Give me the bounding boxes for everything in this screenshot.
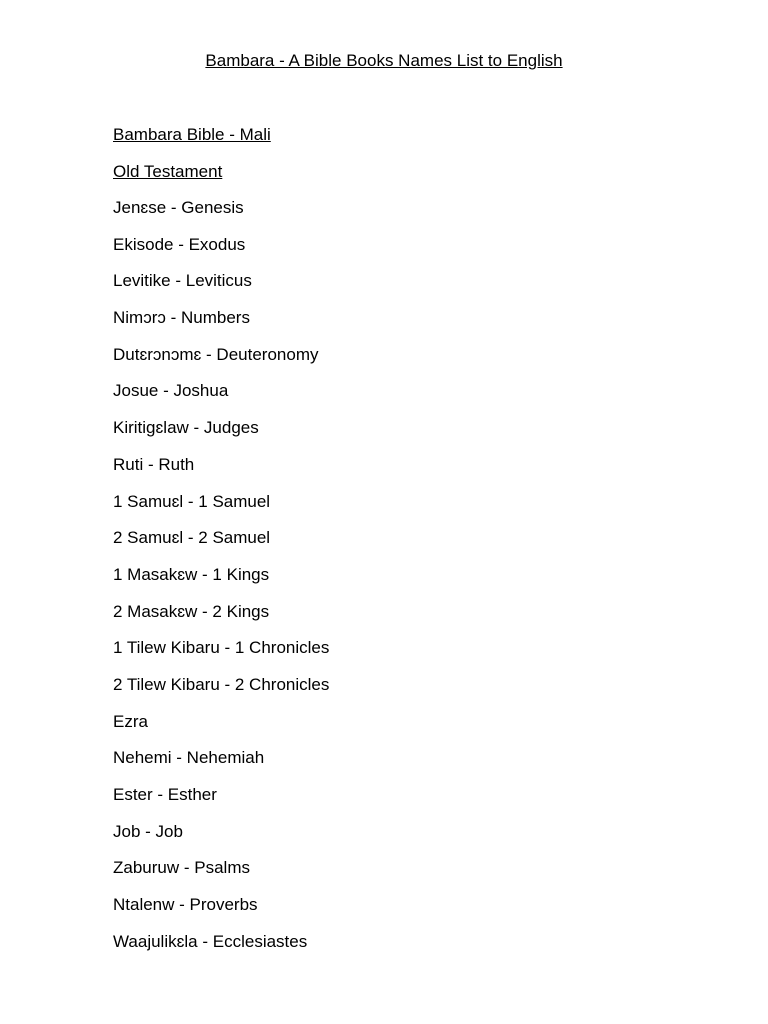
book-item: Kiritigɛlaw - Judges [113, 418, 259, 438]
section-heading-old-testament: Old Testament [113, 162, 223, 181]
book-item: 1 Masakɛw - 1 Kings [113, 564, 270, 584]
book-item: Levitike - Leviticus [113, 271, 252, 291]
book-item: 2 Tilew Kibaru - 2 Chronicles [113, 674, 330, 694]
book-item: Ester - Esther [113, 785, 217, 804]
book-item: Ntalenw - Proverbs [113, 895, 258, 915]
book-item: Josue - Joshua [113, 381, 229, 401]
book-item: 2 Masakɛw - 2 Kings [113, 601, 270, 621]
book-item: Waajulikɛla - Ecclesiastes [113, 931, 308, 951]
page-title: Bambara - A Bible Books Names List to English [205, 51, 563, 70]
subtitle-bambara-bible-mali: Bambara Bible - Mali [113, 125, 271, 144]
book-item: Nehemi - Nehemiah [113, 748, 265, 768]
book-item: Dutɛrɔnɔmɛ - Deuteronomy [113, 344, 319, 364]
book-item: 2 Samuɛl - 2 Samuel [113, 528, 271, 548]
book-item: Ezra [113, 711, 148, 731]
book-item: Zaburuw - Psalms [113, 858, 250, 878]
book-item: Job - Job [113, 821, 183, 841]
book-item: Nimɔrɔ - Numbers [113, 308, 250, 328]
book-item: 1 Samuɛl - 1 Samuel [113, 491, 271, 511]
book-item: Jenɛse - Genesis [113, 198, 244, 217]
book-list [113, 197, 329, 967]
book-item: Ruti - Ruth [113, 454, 195, 474]
book-item: Ekisode - Exodus [113, 234, 246, 254]
book-item: 1 Tilew Kibaru - 1 Chronicles [113, 638, 330, 658]
